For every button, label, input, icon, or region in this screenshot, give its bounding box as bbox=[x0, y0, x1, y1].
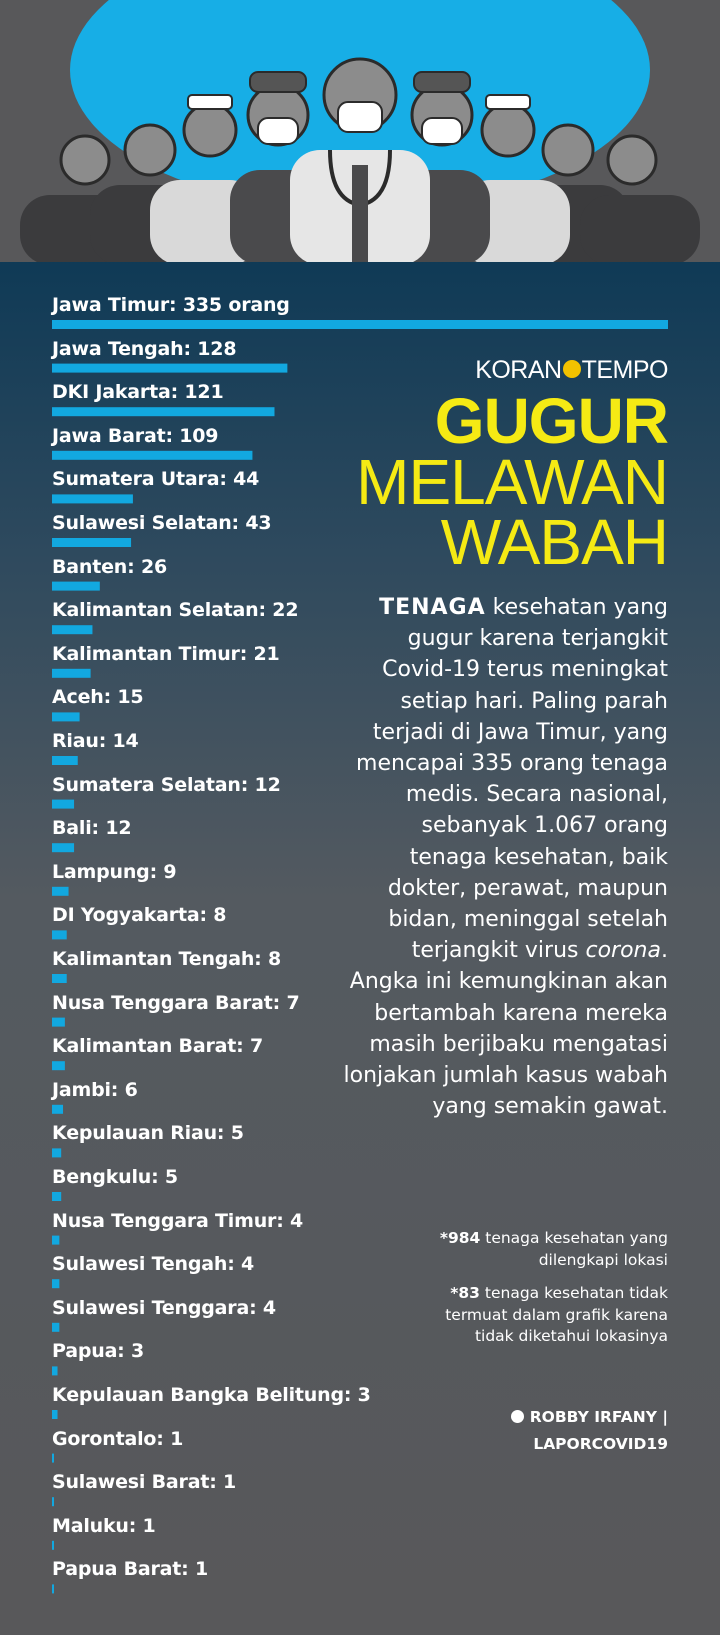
footnote-located-number: *984 bbox=[439, 1229, 481, 1247]
headline-line-2: MELAWAN bbox=[356, 446, 668, 518]
bar bbox=[52, 364, 287, 373]
bar-label: Nusa Tenggara Timur: 4 bbox=[52, 1209, 304, 1232]
headline-line-3: WABAH bbox=[440, 506, 668, 578]
bar bbox=[52, 843, 74, 852]
bar-label: DI Yogyakarta: 8 bbox=[52, 904, 227, 927]
bar-label: Bengkulu: 5 bbox=[52, 1166, 178, 1188]
bar-label: Kepulauan Bangka Belitung: 3 bbox=[52, 1384, 371, 1406]
bar bbox=[52, 1105, 63, 1114]
body-lead: TENAGA bbox=[379, 595, 486, 620]
bar-label: Sumatera Selatan: 12 bbox=[52, 773, 281, 796]
bar bbox=[52, 974, 67, 983]
bar bbox=[52, 1323, 59, 1332]
bar-label: Riau: 14 bbox=[52, 730, 139, 752]
bar-label: DKI Jakarta: 121 bbox=[52, 381, 224, 404]
bar bbox=[52, 494, 133, 503]
credit-line-2: LAPORCOVID19 bbox=[533, 1435, 668, 1453]
bar-label: Sumatera Utara: 44 bbox=[52, 468, 260, 491]
bar-label: Sulawesi Barat: 1 bbox=[52, 1471, 237, 1494]
bar-label: Aceh: 15 bbox=[52, 686, 144, 709]
bar-label: Maluku: 1 bbox=[52, 1514, 156, 1537]
bar bbox=[52, 756, 78, 765]
bar-label: Kalimantan Tengah: 8 bbox=[52, 948, 281, 970]
bar bbox=[52, 1410, 58, 1419]
brand-right: TEMPO bbox=[581, 356, 668, 384]
bar bbox=[52, 1366, 58, 1375]
bar bbox=[52, 1454, 54, 1463]
brand-left: KORAN bbox=[475, 356, 562, 384]
footnote-unlocated-number: *83 bbox=[450, 1284, 480, 1302]
bar bbox=[52, 930, 67, 939]
bar bbox=[52, 1279, 59, 1288]
credit bbox=[511, 1404, 668, 1458]
bar-label: Sulawesi Tenggara: 4 bbox=[52, 1296, 276, 1319]
headline-line-1: GUGUR bbox=[434, 385, 668, 457]
bar-label: Jambi: 6 bbox=[52, 1078, 138, 1101]
bar bbox=[52, 582, 100, 591]
bar bbox=[52, 887, 69, 896]
bar-label: Gorontalo: 1 bbox=[52, 1427, 184, 1450]
bar bbox=[52, 1192, 61, 1201]
brand-logo bbox=[475, 356, 668, 385]
bar bbox=[52, 320, 668, 329]
bar bbox=[52, 1018, 65, 1027]
bar bbox=[52, 800, 74, 809]
bar bbox=[52, 712, 80, 721]
bar-label: Jawa Barat: 109 bbox=[52, 424, 219, 447]
bar bbox=[52, 1236, 59, 1245]
bar bbox=[52, 407, 274, 416]
body-text-2: . Angka ini kemungkinan akan bertambah karena mereka masih berjibaku mengatasi lonjakan jumlah kasus wabah yang semakin gawat. bbox=[343, 938, 668, 1120]
bar-label: Papua Barat: 1 bbox=[52, 1558, 209, 1581]
footnote-unlocated bbox=[438, 1283, 668, 1348]
bar-label: Kalimantan Timur: 21 bbox=[52, 642, 280, 665]
bar bbox=[52, 538, 131, 547]
footnote-located bbox=[438, 1228, 668, 1271]
bar bbox=[52, 1148, 61, 1157]
bar bbox=[52, 625, 92, 634]
bar-label: Lampung: 9 bbox=[52, 860, 177, 883]
bar bbox=[52, 1061, 65, 1070]
body-paragraph bbox=[338, 592, 668, 1122]
bar-label: Jawa Timur: 335 orang bbox=[52, 294, 290, 316]
brand-emblem-icon bbox=[563, 360, 581, 378]
footnote-unlocated-text: tenaga kesehatan tidak termuat dalam grafik karena tidak diketahui lokasinya bbox=[445, 1284, 668, 1345]
bar bbox=[52, 1584, 54, 1593]
bar bbox=[52, 1541, 54, 1550]
bar bbox=[52, 451, 252, 460]
bar-label: Jawa Tengah: 128 bbox=[52, 337, 237, 360]
bar bbox=[52, 1497, 54, 1506]
bar-label: Sulawesi Tengah: 4 bbox=[52, 1253, 255, 1276]
credit-line-1: ROBBY IRFANY | bbox=[529, 1408, 668, 1426]
bar-label: Kalimantan Selatan: 22 bbox=[52, 599, 299, 622]
bar-label: Bali: 12 bbox=[52, 817, 132, 840]
bar-label: Banten: 26 bbox=[52, 555, 167, 578]
bar-label: Sulawesi Selatan: 43 bbox=[52, 512, 272, 534]
credit-bullet-icon bbox=[511, 1410, 524, 1423]
bar bbox=[52, 669, 91, 678]
footnote-located-text: tenaga kesehatan yang dilengkapi lokasi bbox=[480, 1229, 668, 1269]
bar-label: Kepulauan Riau: 5 bbox=[52, 1122, 244, 1145]
body-italic: corona bbox=[585, 938, 661, 964]
bar-label: Kalimantan Barat: 7 bbox=[52, 1035, 263, 1058]
bar-label: Nusa Tenggara Barat: 7 bbox=[52, 991, 300, 1014]
body-text-1: kesehatan yang gugur karena terjangkit Covid-19 terus meningkat setiap hari. Paling parah terjadi di Jawa Timur, yang mencapai 335 orang tenaga medis. Secara nasional, sebanyak 1.067 orang tenaga kesehatan, baik dokter, perawat, maupun bidan, meninggal setelah terjangkit virus bbox=[356, 595, 668, 964]
bar-label: Papua: 3 bbox=[52, 1340, 145, 1363]
headline bbox=[356, 385, 668, 578]
